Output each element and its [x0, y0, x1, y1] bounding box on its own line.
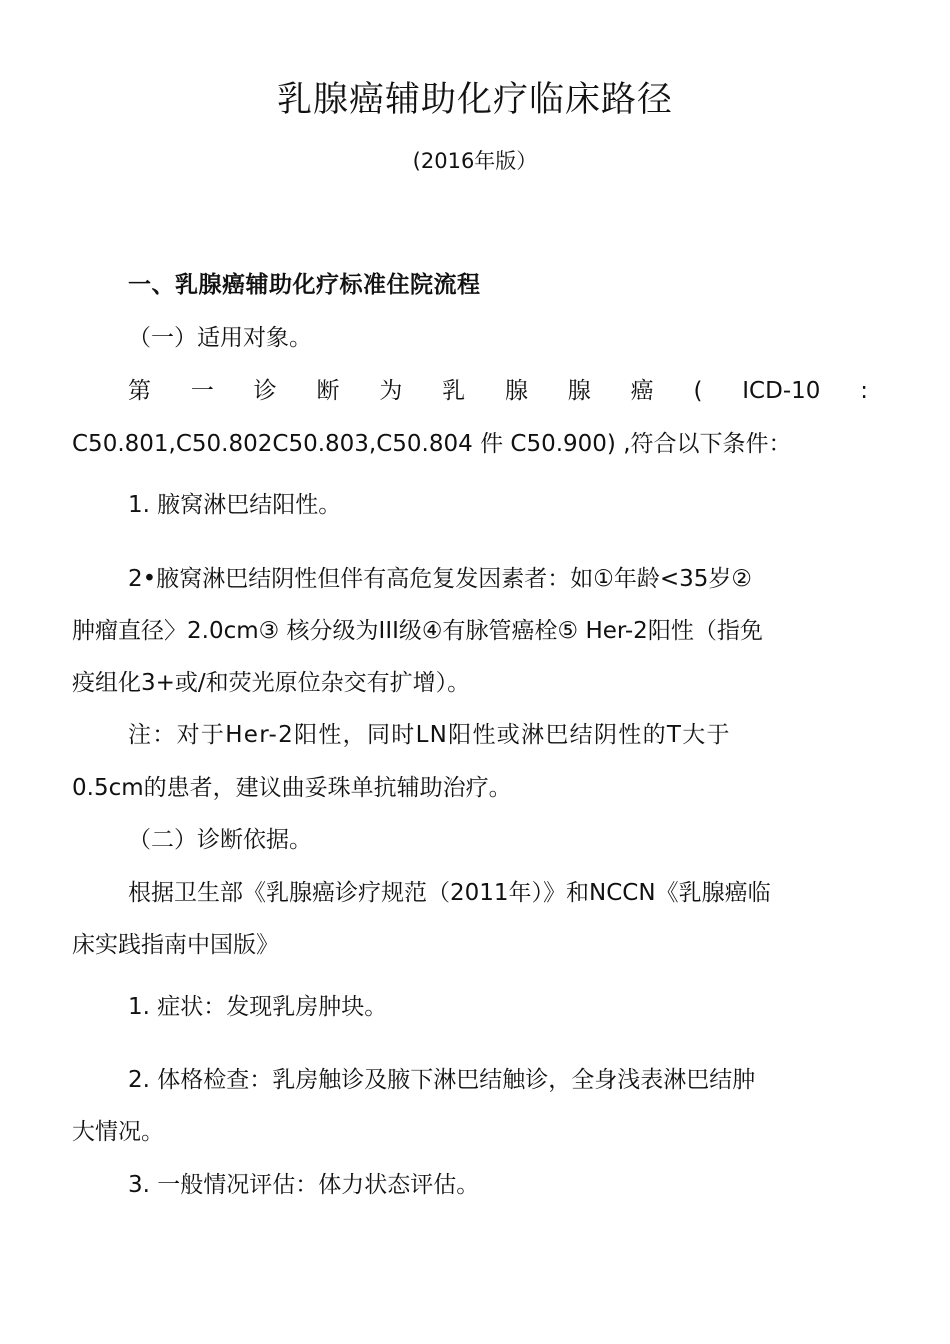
diagnosis-token: 第 [128, 378, 151, 404]
note-line-1: 注：对于Her-2阳性，同时LN阳性或淋巴结阴性的T大于 [128, 722, 731, 748]
subsection-heading-applicable-objects: （一）适用对象。 [128, 325, 312, 351]
diagnosis-token: 为 [379, 378, 403, 404]
diagnosis-line-justified [128, 374, 868, 408]
basis-line-2: 床实践指南中国版》 [72, 932, 279, 958]
diagnosis-token: 一 [190, 378, 214, 404]
diagnosis-item-1: 1. 症状：发现乳房肿块。 [128, 994, 388, 1020]
diagnosis-token: 乳 [442, 378, 466, 404]
diagnosis-token: 腺 [504, 378, 528, 404]
condition-item-2-line-1: 2•腋窝淋巴结阴性但伴有高危复发因素者：如①年龄<35岁② [128, 566, 752, 592]
diagnosis-codes-line: C50.801,C50.802C50.803,C50.804 件 C50.900) ,符合以下条件： [72, 431, 792, 457]
document-subtitle: (2016年版） [412, 149, 538, 173]
section-heading: 一、乳腺癌辅助化疗标准住院流程 [128, 272, 481, 298]
subsection-heading-diagnosis-basis: （二）诊断依据。 [128, 827, 312, 853]
document-title: 乳腺癌辅助化疗临床路径 [276, 80, 673, 120]
condition-item-1: 1. 腋窝淋巴结阳性。 [128, 492, 342, 518]
diagnosis-item-2-line-2: 大情况。 [72, 1119, 164, 1145]
condition-item-2-line-2: 肿瘤直径〉2.0cm③ 核分级为III级④有脉管癌栓⑤ Her-2阳性（指免 [72, 618, 763, 644]
diagnosis-token: 断 [316, 378, 340, 404]
diagnosis-item-3: 3. 一般情况评估：体力状态评估。 [128, 1172, 480, 1198]
basis-line-1: 根据卫生部《乳腺癌诊疗规范（2011年）》和NCCN《乳腺癌临 [128, 880, 771, 906]
note-line-2: 0.5cm的患者，建议曲妥珠单抗辅助治疗。 [72, 775, 512, 801]
diagnosis-token: 诊 [253, 378, 277, 404]
diagnosis-token: ICD-10 [742, 378, 821, 404]
diagnosis-item-2-line-1: 2. 体格检查：乳房触诊及腋下淋巴结触诊，全身浅表淋巴结肿 [128, 1067, 756, 1093]
diagnosis-token: ( [693, 378, 703, 404]
diagnosis-token: : [860, 378, 868, 404]
diagnosis-token: 癌 [630, 378, 654, 404]
diagnosis-token: 腺 [567, 378, 591, 404]
condition-item-2-line-3: 疫组化3+或/和荧光原位杂交有扩增）。 [72, 670, 471, 696]
